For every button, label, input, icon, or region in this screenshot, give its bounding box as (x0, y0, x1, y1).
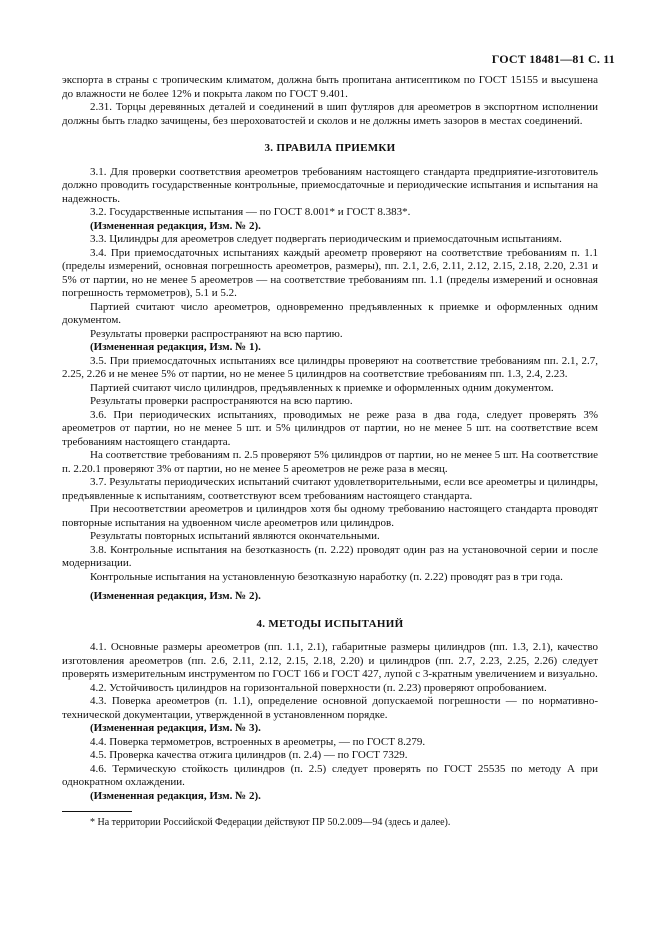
amendment-note: (Измененная редакция, Изм. № 1). (90, 341, 261, 353)
section-title: 3. ПРАВИЛА ПРИЕМКИ (264, 142, 396, 154)
paragraph: 4.3. Поверка ареометров (п. 1.1), определение основной допускаемой погрешности — по нормативно-технической документации, утвержденной в установленном порядке. (62, 695, 598, 721)
paragraph: 4.2. Устойчивость цилиндров на горизонтальной поверхности (п. 2.23) проверяют опробованием. (90, 681, 547, 694)
document-body (62, 74, 598, 830)
paragraph: Партией считают число цилиндров, предъявленных к приемке и оформленных одним документом. (90, 381, 554, 394)
amendment-note: (Измененная редакция, Изм. № 2). (90, 789, 261, 802)
paragraph: 3.1. Для проверки соответствия ареометров требованиям настоящего стандарта предприятие-изготовитель должно проводить государственные контрольные, приемосдаточные и периодические испытания и испытания на надежность. (62, 165, 598, 205)
paragraph: 3.8. Контрольные испытания на безотказность (п. 2.22) проводят один раз на установочной серии и после модернизации. (62, 543, 598, 569)
paragraph: 3.5. При приемосдаточных испытаниях все цилиндры проверяют на соответствие требованиям пп. 2.1, 2.7, 2.25, 2.26 и не менее 5% от партии, но не менее 5 цилиндров на соответствие требованиям пп. 1.3, 2.4, 2.23. (62, 354, 598, 380)
paragraph: 3.6. При периодических испытаниях, проводимых не реже раза в два года, следует проверять 3% ареометров от партии, но не менее 5 шт. и 5% цилиндров от партии, но не менее 5 шт. на соответствие всем требованиям настоящего стандарта. (62, 408, 598, 448)
footnote: * На территории Российской Федерации действуют ПР 50.2.009—94 (здесь и далее). (90, 817, 451, 828)
paragraph: 3.4. При приемосдаточных испытаниях каждый ареометр проверяют на соответствие требованиям п. 1.1 (пределы измерений, основная погрешность ареометров, размеры), пп. 2.1, 2.6, 2.11, 2.12, 2.15, 2.18, 2.20, 2.31 и 5% от партии, но не менее 5 ареометров — на соответствие требованиям пп. 1.1 (пределы измерений и основная погрешность термометров), 5.1 и 5.2. (62, 246, 598, 299)
paragraph: Контрольные испытания на установленную безотказную наработку (п. 2.22) проводят раз в три года. (90, 570, 563, 583)
footnote-divider (62, 811, 132, 812)
amendment-note: (Измененная редакция, Изм. № 2). (90, 219, 261, 232)
paragraph: 4.1. Основные размеры ареометров (пп. 1.1, 2.1), габаритные размеры цилиндров (пп. 1.3, 2.1), качество изготовления ареометров (пп. 2.6, 2.11, 2.12, 2.15, 2.18, 2.20) и цилиндров (пп. 2.7, 2.23, 2.25, 2.26) следует проверять измерительным инструментом по ГОСТ 166 и ГОСТ 427, лупой с 3-кратным увеличением и визуально. (62, 641, 598, 680)
paragraph: Результаты повторных испытаний являются окончательными. (90, 530, 380, 542)
paragraph: экспорта в страны с тропическим климатом, должна быть пропитана антисептиком по ГОСТ 15155 и высушена до влажности не более 12% и покрыта лаком по ГОСТ 9.401. (62, 74, 598, 100)
paragraph: 3.2. Государственные испытания — по ГОСТ 8.001* и ГОСТ 8.383*. (90, 206, 411, 218)
paragraph: 2.31. Торцы деревянных деталей и соединений в шип футляров для ареометров в экспортном исполнении должны быть гладко зачищены, без шероховатостей и сколов и не должны иметь зазоров в местах соединений. (62, 101, 598, 127)
section-title: 4. МЕТОДЫ ИСПЫТАНИЙ (256, 617, 404, 630)
paragraph: Партией считают число ареометров, одновременно предъявленных к приемке и оформленных одним документом. (62, 300, 598, 326)
paragraph: 4.4. Поверка термометров, встроенных в ареометры, — по ГОСТ 8.279. (90, 735, 426, 748)
paragraph: На соответствие требованиям п. 2.5 проверяют 5% цилиндров от партии, но не менее 5 шт. На соответствие п. 2.20.1 проверяют 3% от партии, но не менее 5 ареометров не реже раза в месяц. (62, 449, 598, 475)
paragraph: Результаты проверки распространяют на всю партию. (90, 327, 343, 340)
paragraph: При несоответствии ареометров и цилиндров хотя бы одному требованию настоящего стандарта проводят повторные испытания на удвоенном числе ареометров или цилиндров. (62, 503, 598, 529)
paragraph: 3.7. Результаты периодических испытаний считают удовлетворительными, если все ареометры и цилиндры, предъявленные к испытаниям, соответствуют всем требованиям настоящего стандарта. (62, 476, 598, 502)
paragraph: 4.6. Термическую стойкость цилиндров (п. 2.5) следует проверять по ГОСТ 25535 по методу А при однократном охлаждении. (62, 762, 598, 788)
paragraph: 3.3. Цилиндры для ареометров следует подвергать периодическим и приемосдаточным испытаниям. (90, 233, 562, 245)
paragraph: Результаты проверки распространяются на всю партию. (90, 395, 353, 407)
paragraph: 4.5. Проверка качества отжига цилиндров (п. 2.4) — по ГОСТ 7329. (90, 749, 408, 761)
amendment-note: (Измененная редакция, Изм. № 2). (90, 590, 261, 602)
page-header: ГОСТ 18481—81 С. 11 (491, 52, 615, 66)
amendment-note: (Измененная редакция, Изм. № 3). (90, 722, 261, 734)
